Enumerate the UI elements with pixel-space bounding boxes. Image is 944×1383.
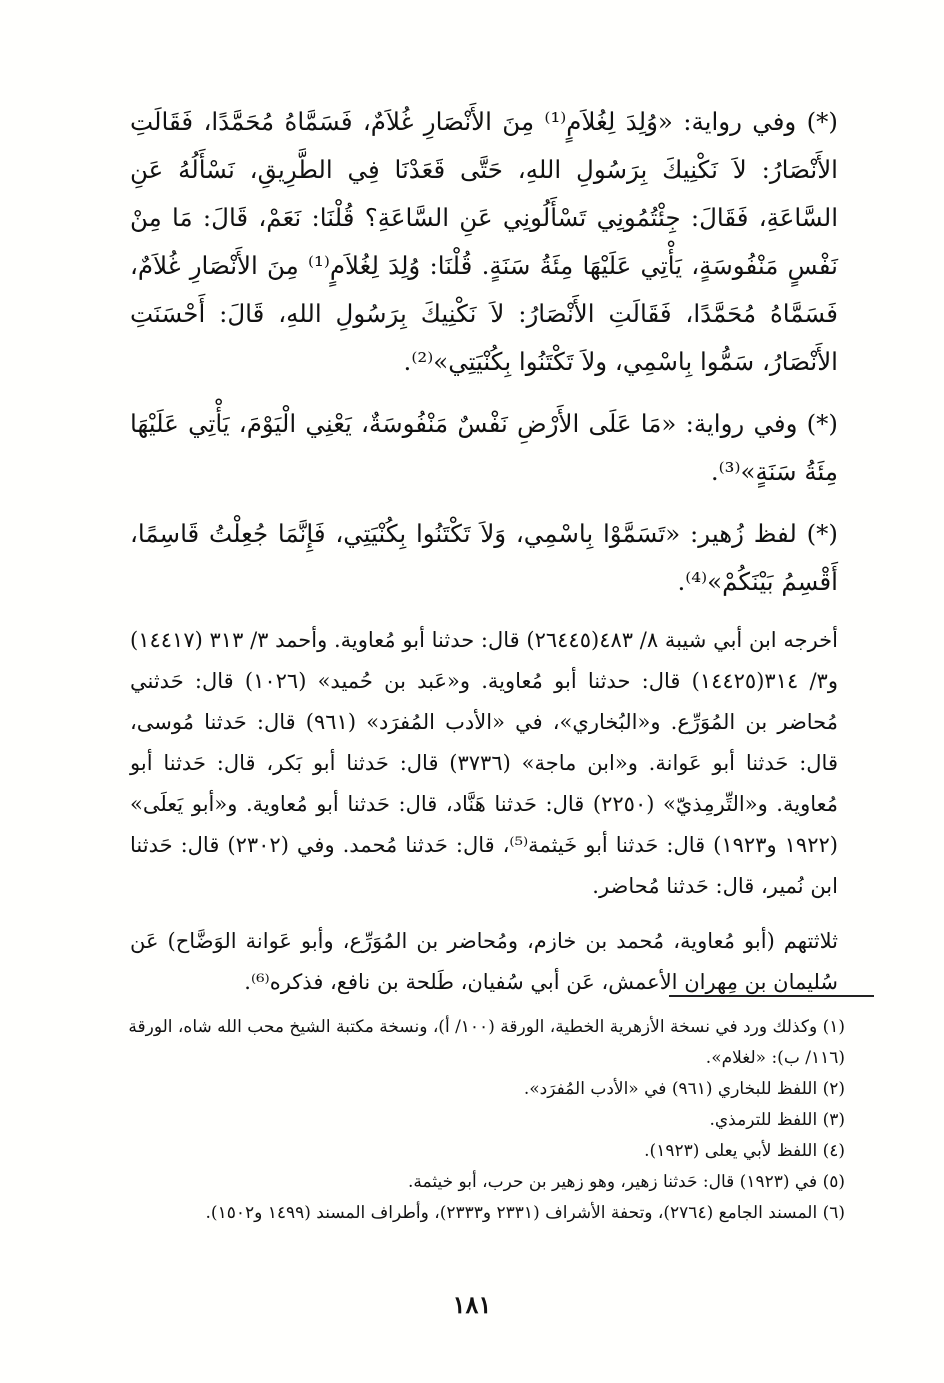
footnotes [125,1012,845,1229]
page-number: ١٨١ [452,1290,492,1319]
footnote-5: (٥) في (١٩٢٣) قال: حَدثنا زهير، وهو زهير بن حرب، أبو خيثمة. [407,1172,845,1192]
hadith-paragraph-2: (*) وفي رواية: «مَا عَلَى الأَرْضِ نَفْسٌ مَنْفُوسَةٌ، يَعْنِي الْيَوْمَ، يَأْتِي عَلَيْهَا مِئَةُ سَنَةٍ»⁽³⁾. [130,409,838,486]
footnote-2: (٢) اللفظ للبخاري (٩٦١) في «الأدب المُفرَد». [523,1079,845,1099]
hadith-paragraph-1: (*) وفي رواية: «وُلِدَ لِغُلاَمٍ⁽¹⁾ مِنَ الأَنْصَارِ غُلاَمٌ، فَسَمَّاهُ مُحَمَّدًا، فَقَالَتِ الأَنْصَارُ: لاَ نَكْنِيكَ بِرَسُولِ اللهِ، حَتَّى قَعَدْنَا فِي الطَّرِيقِ، نَسْأَلُهُ عَنِ السَّاعَةِ، فَقَالَ: جِئْتُمُونِي تَسْأَلُونِي عَنِ السَّاعَةِ؟ قُلْنَا: نَعَمْ، قَالَ: مَا مِنْ نَفْسٍ مَنْفُوسَةٍ، يَأْتِي عَلَيْهَا مِئَةُ سَنَةٍ. قُلْنَا: وُلِدَ لِغُلاَمٍ⁽¹⁾ مِنَ الأَنْصَارِ غُلاَمٌ، فَسَمَّاهُ مُحَمَّدًا، فَقَالَتِ الأَنْصَارُ: لاَ نَكْنِيكَ بِرَسُولِ اللهِ، قَالَ: أَحْسَنَتِ الأَنْصَارُ، سَمُّوا بِاسْمِي، ولاَ تَكْتَنُوا بِكُنْيَتِي»⁽²⁾. [130,107,838,376]
main-text [130,98,838,1017]
footnote-separator [669,995,874,997]
footnote-4: (٤) اللفظ لأبي يعلى (١٩٢٣). [644,1141,845,1161]
footnote-3: (٣) اللفظ للترمذي. [709,1110,845,1130]
footnote-6: (٦) المسند الجامع (٢٧٦٤)، وتحفة الأشراف (٢٣٣١ و٢٣٣٣)، وأطراف المسند (١٤٩٩ و١٥٠٢). [205,1203,845,1223]
footnote-1: (١) وكذلك ورد في نسخة الأزهرية الخطية، الورقة (١٠٠/ أ)، ونسخة مكتبة الشيخ محب الله شاه، الورقة (١١٦/ ب): «لغلام». [128,1017,845,1068]
hadith-paragraph-3: (*) لفظ زُهير: «تَسَمَّوْا بِاسْمِي، وَلاَ تَكْتَنُوا بِكُنْيَتِي، فَإِنَّمَا جُعِلْتُ قَاسِمًا، أَقْسِمُ بَيْنَكُمْ»⁽⁴⁾. [130,519,838,596]
source-paragraph-1: أخرجه ابن أبي شيبة ٨/ ٤٨٣(٢٦٤٤٥) قال: حدثنا أبو مُعاوية. وأحمد ٣/ ٣١٣ (١٤٤١٧) و٣/ ٣١٤(١٤٤٢٥) قال: حدثنا أبو مُعاوية. و«عَبد بن حُميد» (١٠٢٦) قال: حَدثني مُحاضر بن المُوَرِّع. و«البُخاري»، في «الأدب المُفرَد» (٩٦١) قال: حَدثنا مُوسى، قال: حَدثنا أبو عَوانة. و«ابن ماجة» (٣٧٣٦) قال: حَدثنا أبو بَكر، قال: حَدثنا أبو مُعاوية. و«التِّرمِذيّ» (٢٢٥٠) قال: حَدثنا هَنَّاد، قال: حَدثنا أبو مُعاوية. و«أبو يَعلَى» (١٩٢٢ و١٩٢٣) قال: حَدثنا أبو خَيثمة⁽⁵⁾، قال: حَدثنا مُحمد. وفي (٢٣٠٢) قال: حَدثنا ابن نُمير، قال: حَدثنا مُحاضر. [130,628,838,898]
source-paragraph-2: ثلاثتهم (أبو مُعاوية، مُحمد بن خازم، ومُحاضر بن المُوَرِّع، وأبو عَوانة الوَضَّاح) عَن سُليمان بن مِهران الأعمش، عَن أبي سُفيان، طَلحة بن نافع، فذكره⁽⁶⁾. [130,929,838,994]
